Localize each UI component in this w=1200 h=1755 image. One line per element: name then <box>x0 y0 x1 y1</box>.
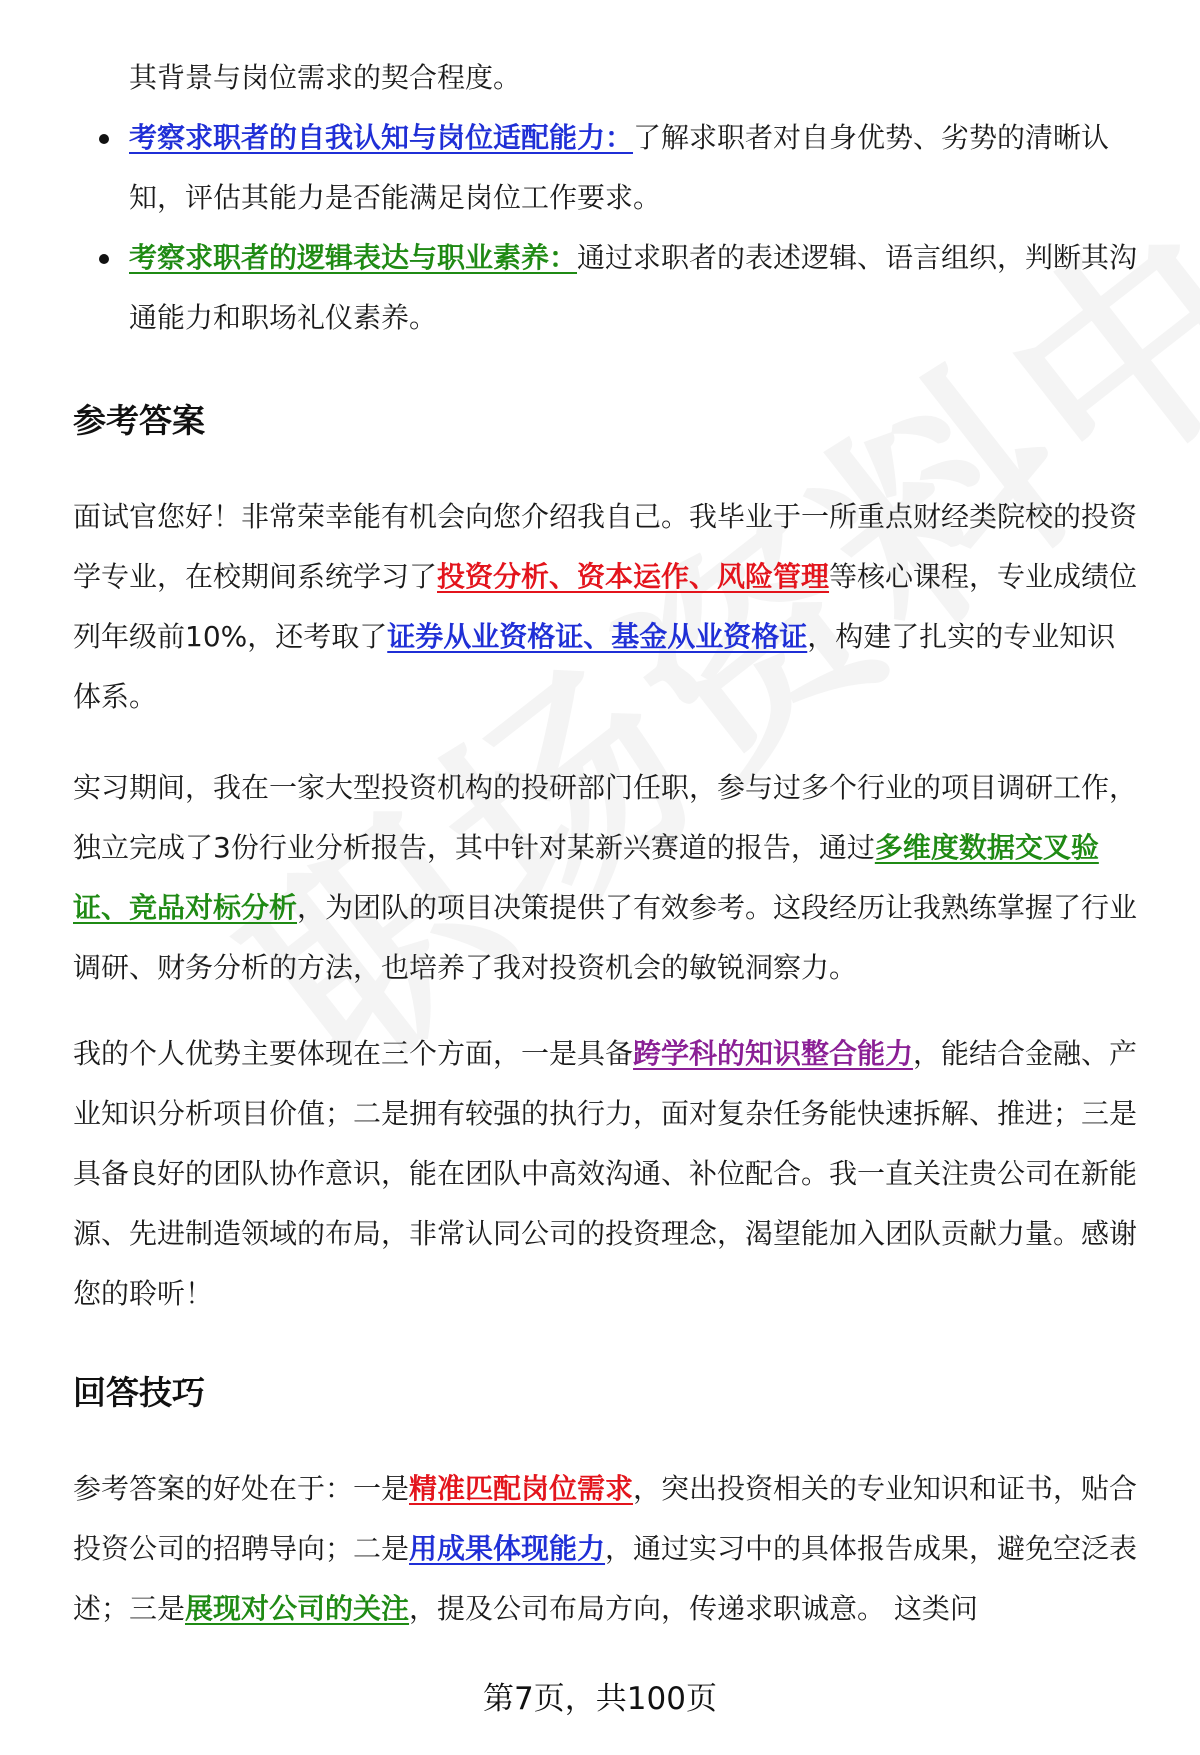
highlight-link[interactable]: 投资分析、资本运作、风险管理 <box>437 560 830 593</box>
list-item-text: 其背景与岗位需求的契合程度。 <box>129 61 522 94</box>
paragraph-text: 参考答案的好处在于：一是 <box>73 1472 410 1505</box>
bullet-list <box>73 48 1143 348</box>
highlight-link[interactable]: 用成果体现能力 <box>409 1532 606 1565</box>
paragraph-text: 面试官您好！非常荣幸能有机会向您介绍我自己。我毕业于一所重点财经类院校的投资学专业，在校期间系统学习了 <box>73 500 1138 593</box>
page-number: 第7页，共100页 <box>483 1681 717 1717</box>
answer-paragraph-3 <box>73 1024 1143 1324</box>
paragraph-text: 我的个人优势主要体现在三个方面，一是具备 <box>73 1037 634 1070</box>
list-item-continued <box>73 48 1143 108</box>
list-item-text: 通过求职者的表述逻辑、语言组织，判断其沟通能力和职场礼仪素养。 <box>129 241 1138 334</box>
section-heading-answer: 参考答案 <box>73 401 205 440</box>
paragraph-text: ，通过实习中的具体报告成果，避免空泛表述；三是 <box>73 1532 1138 1625</box>
answer-paragraph-2 <box>73 758 1143 998</box>
answer-paragraph-1 <box>73 487 1143 727</box>
list-item-text: 了解求职者对自身优势、劣势的清晰认知，评估其能力是否能满足岗位工作要求。 <box>129 121 1110 214</box>
bullet-icon <box>99 254 109 264</box>
highlight-link[interactable]: 展现对公司的关注 <box>185 1592 410 1625</box>
highlight-link[interactable]: 多维度数据交叉验证、竞品对标分析 <box>73 831 1099 924</box>
highlight-link[interactable]: 跨学科的知识整合能力 <box>633 1037 914 1070</box>
paragraph-text: ，提及公司布局方向，传递求职诚意。 这类问 <box>409 1592 978 1625</box>
list-item <box>73 228 1143 348</box>
paragraph-text: 实习期间，我在一家大型投资机构的投研部门任职，参与过多个行业的项目调研工作，独立完成了3份行业分析报告，其中针对某新兴赛道的报告，通过 <box>73 771 1138 864</box>
section-heading-tips: 回答技巧 <box>73 1373 205 1412</box>
paragraph-text: ，为团队的项目决策提供了有效参考。这段经历让我熟练掌握了行业调研、财务分析的方法，也培养了我对投资机会的敏锐洞察力。 <box>73 891 1138 984</box>
paragraph-text: ，突出投资相关的专业知识和证书，贴合投资公司的招聘导向；二是 <box>73 1472 1138 1565</box>
list-item <box>73 108 1143 228</box>
paragraph-text: 等核心课程，专业成绩位列年级前10%，还考取了 <box>73 560 1138 653</box>
bullet-icon <box>99 134 109 144</box>
tips-paragraph-1 <box>73 1459 1143 1639</box>
paragraph-text: ，能结合金融、产业知识分析项目价值；二是拥有较强的执行力，面对复杂任务能快速拆解、推进；三是具备良好的团队协作意识，能在团队中高效沟通、补位配合。我一直关注贵公司在新能源、先进制造领域的布局，非常认同公司的投资理念，渴望能加入团队贡献力量。感谢您的聆听！ <box>73 1037 1138 1310</box>
highlight-link[interactable]: 考察求职者的自我认知与岗位适配能力： <box>129 121 634 154</box>
highlight-link[interactable]: 证券从业资格证、基金从业资格证 <box>387 620 808 653</box>
highlight-link[interactable]: 考察求职者的逻辑表达与职业素养： <box>129 241 578 274</box>
paragraph-text: ，构建了扎实的专业知识体系。 <box>73 620 1116 713</box>
highlight-link[interactable]: 精准匹配岗位需求 <box>409 1472 634 1505</box>
